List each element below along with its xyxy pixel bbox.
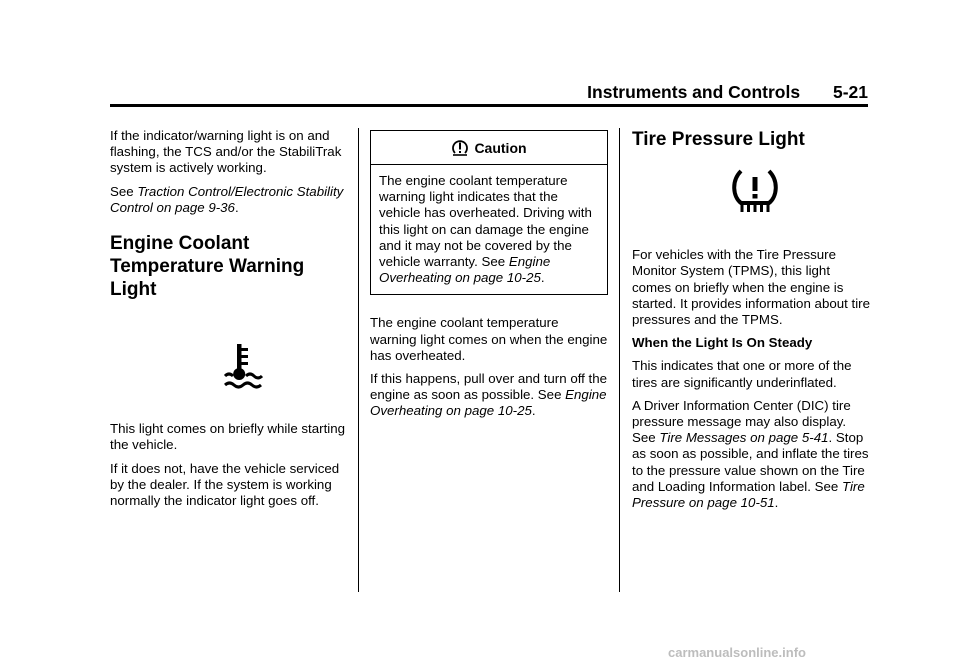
dic-text: A Driver Information Center (DIC) tire pressure message may also display. See — [632, 397, 851, 446]
tcs-paragraph: If the indicator/warning light is on and flashing, the TCS and/or the StabiliTrak system is actively working. — [110, 128, 342, 176]
caution-text: The engine coolant temperature warning light indicates that the vehicle has overheated. Driving with this light on can damage the engine and it may not be covered by the vehicle warranty. See — [379, 173, 592, 270]
coolant-brief-paragraph: This light comes on briefly while starting the vehicle. — [110, 421, 346, 453]
column-divider-2 — [619, 128, 620, 592]
pull-over-paragraph — [370, 371, 608, 420]
see-text: See — [110, 183, 138, 199]
section-title: Instruments and Controls — [587, 82, 801, 102]
period-text: . — [234, 199, 239, 215]
tire-messages-link[interactable]: Tire Messages on page 5-41 — [659, 430, 829, 446]
caution-body — [371, 165, 607, 294]
watermark: carmanualsonline.info — [668, 645, 806, 660]
caution-suffix: . — [540, 270, 545, 286]
underinflated-paragraph: This indicates that one or more of the tires are significantly underinflated. — [632, 358, 852, 390]
dic-suffix: . — [774, 495, 779, 511]
column-3 — [632, 128, 872, 518]
tpms-paragraph: For vehicles with the Tire Pressure Monitor System (TPMS), this light comes on briefly when the engine is started. It provides information about tire pressures and the TPMS. — [632, 247, 870, 328]
coolant-overheat-paragraph: The engine coolant temperature warning light comes on when the engine has overheated. — [370, 315, 608, 363]
page-number: 5-21 — [832, 82, 868, 102]
coolant-icon-container — [110, 343, 350, 395]
tpms-icon-container — [632, 167, 872, 219]
column-divider-1 — [358, 128, 359, 592]
dic-middle-text: . Stop as soon as possible, and inflate the tires to the pressure value shown on the Tire and Loading Information label. See — [632, 430, 869, 494]
caution-box — [370, 130, 608, 295]
engine-overheating-link-2[interactable]: Engine Overheating on page 10-25 — [370, 387, 607, 419]
column-2 — [370, 128, 608, 427]
pull-over-text: If this happens, pull over and turn off the engine as soon as possible. See — [370, 371, 608, 403]
page-header — [110, 82, 868, 107]
tire-pressure-link[interactable]: Tire Pressure on page 10-51 — [632, 478, 865, 511]
dic-paragraph — [632, 398, 872, 511]
traction-control-link[interactable]: Traction Control/Electronic Stability Control on page 9-36 — [110, 183, 344, 215]
light-steady-subheading: When the Light Is On Steady — [632, 335, 813, 351]
coolant-temperature-icon — [223, 343, 263, 391]
tcs-see-paragraph — [110, 184, 350, 216]
tire-pressure-heading: Tire Pressure Light — [632, 129, 805, 150]
caution-title: Caution — [474, 140, 527, 156]
caution-header — [371, 131, 607, 165]
coolant-heading: Engine Coolant Temperature Warning Light — [110, 233, 305, 301]
caution-icon — [451, 139, 469, 157]
engine-overheating-link-1[interactable]: Engine Overheating on page 10-25 — [379, 254, 551, 286]
coolant-service-paragraph: If it does not, have the vehicle serviced by the dealer. If the system is working normally the indicator light goes off. — [110, 460, 340, 509]
tire-pressure-icon — [729, 167, 781, 215]
pull-over-suffix: . — [531, 403, 536, 419]
column-1 — [110, 128, 350, 516]
